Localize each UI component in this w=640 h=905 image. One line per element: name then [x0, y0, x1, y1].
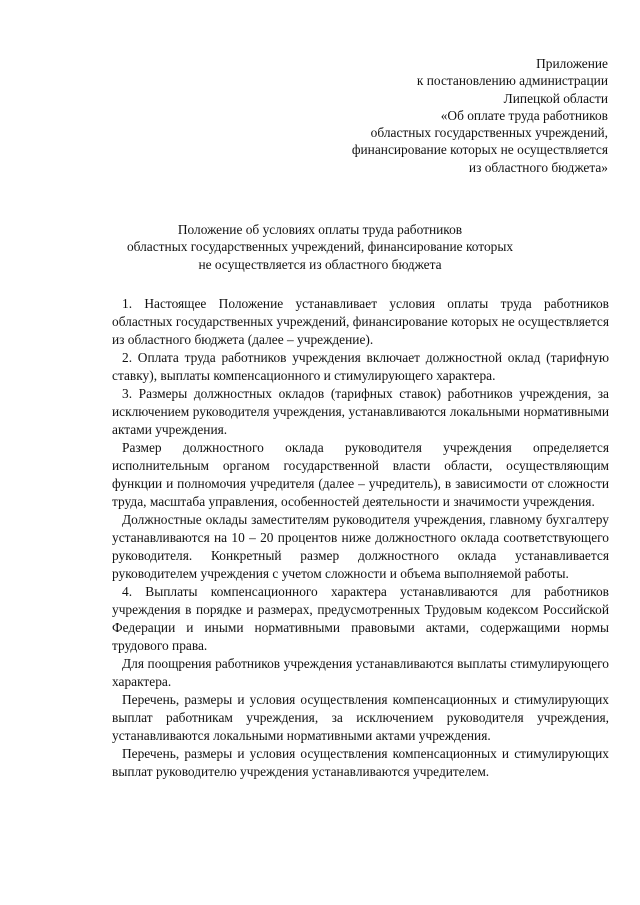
paragraph: Перечень, размеры и условия осуществления компенсационных и стимулирующих выплат руководителю учреждения устанавливаются учредителем.	[112, 746, 609, 779]
paragraph: 4. Выплаты компенсационного характера устанавливаются для работников учреждения в порядке и размерах, предусмотренных Трудовым кодексом Российской Федерации и иными нормативными правовыми актами, содержащими нормы трудового права.	[112, 584, 609, 653]
appendix-line: «Об оплате труда работников	[440, 107, 608, 123]
document-title	[80, 221, 560, 273]
paragraph: Для поощрения работников учреждения устанавливаются выплаты стимулирующего характера.	[112, 656, 609, 689]
document-body	[112, 295, 609, 781]
paragraph: 3. Размеры должностных окладов (тарифных ставок) работников учреждения, за исключением руководителя учреждения, устанавливаются локальными нормативными актами учреждения.	[112, 386, 609, 437]
paragraph: 2. Оплата труда работников учреждения включает должностной оклад (тарифную ставку), выплаты компенсационного и стимулирующего характера.	[112, 350, 609, 383]
paragraph: Должностные оклады заместителям руководителя учреждения, главному бухгалтеру устанавливаются на 10 – 20 процентов ниже должностного оклада соответствующего руководителя. Конкретный размер должностного оклада устанавливается руководителем учреждения с учетом сложности и объема выполняемой работы.	[112, 512, 609, 581]
paragraph: Перечень, размеры и условия осуществления компенсационных и стимулирующих выплат работникам учреждения, за исключением руководителя учреждения, устанавливаются локальными нормативными актами учреждения.	[112, 692, 609, 743]
appendix-line: областных государственных учреждений,	[370, 125, 608, 141]
appendix-line: к постановлению администрации	[416, 73, 608, 89]
appendix-line: Приложение	[536, 56, 608, 71]
paragraph: 1. Настоящее Положение устанавливает условия оплаты труда работников областных государственных учреждений, финансирование которых не осуществляется из областного бюджета (далее – учреждение).	[112, 296, 609, 347]
title-line: Положение об условиях оплаты труда работников	[177, 222, 463, 237]
title-line: не осуществляется из областного бюджета	[198, 256, 442, 272]
appendix-line: финансирование которых не осуществляется	[351, 142, 608, 158]
appendix-header	[352, 55, 608, 176]
appendix-line: Липецкой области	[503, 90, 608, 106]
title-line: областных государственных учреждений, финансирование которых	[126, 239, 514, 255]
paragraph: Размер должностного оклада руководителя учреждения определяется исполнительным органом государственной власти области, осуществляющим функции и полномочия учредителя (далее – учредитель), в зависимости от сложности труда, масштаба управления, особенностей деятельности и значимости учреждения.	[112, 440, 609, 509]
appendix-line: из областного бюджета»	[468, 159, 608, 175]
